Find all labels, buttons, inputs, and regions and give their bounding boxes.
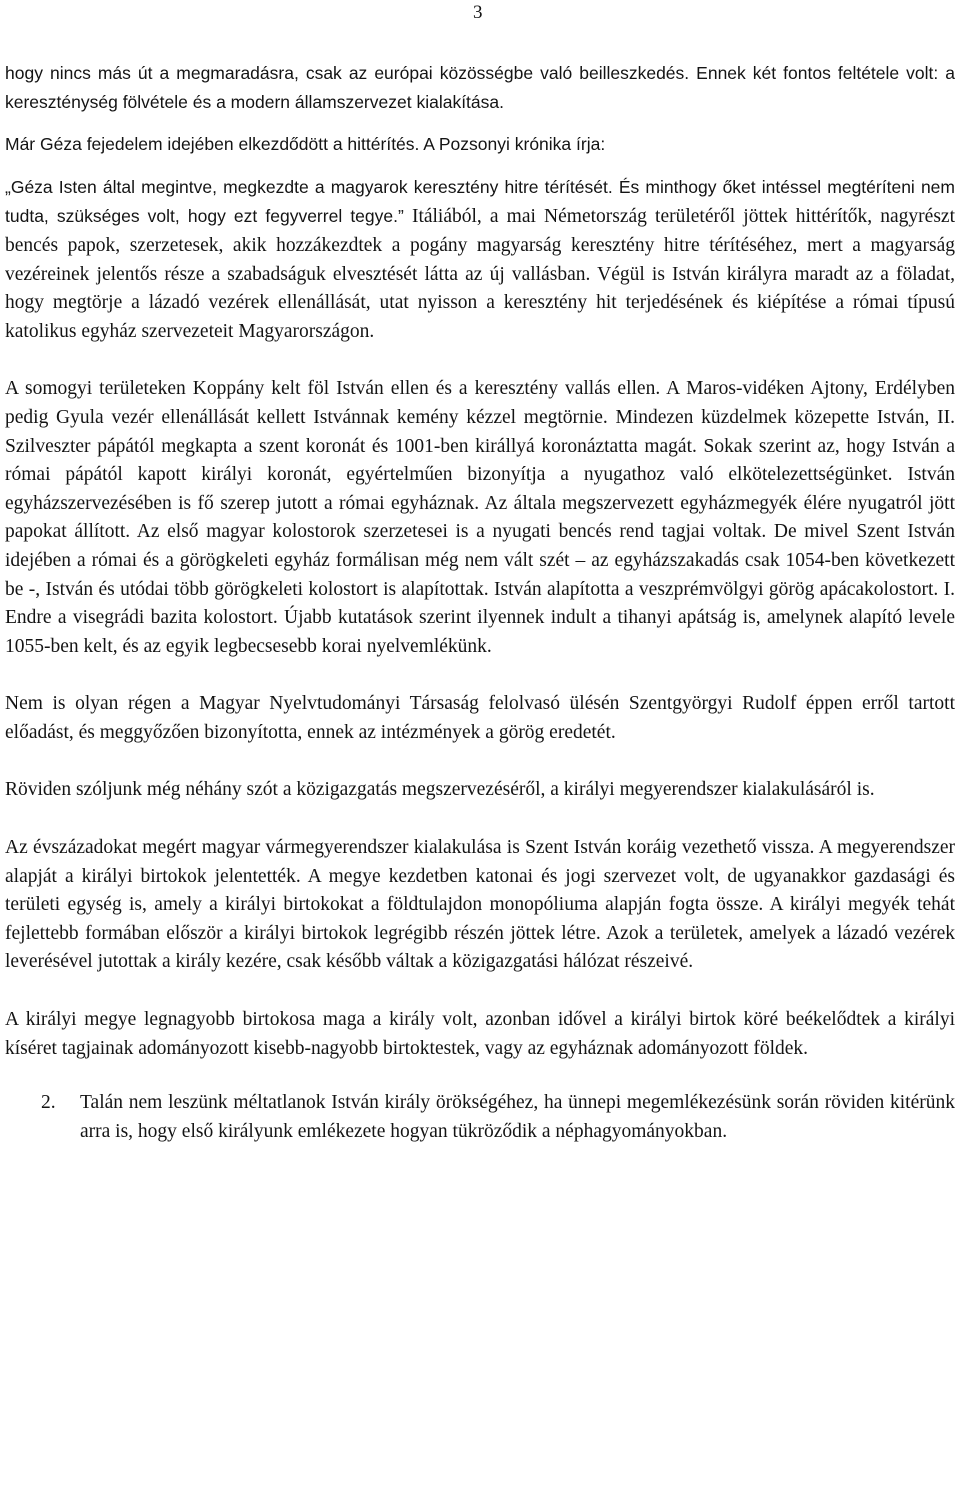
paragraph-linguistic-society: Nem is olyan régen a Magyar Nyelvtudományi Társaság felolvasó ülésén Szentgyörgyi Rudolf éppen erről tartott előadást, és meggyőzően bizonyította, ennek az intézmények a görög eredetét. — [5, 693, 955, 743]
page-number: 3 — [473, 2, 483, 23]
list-item — [5, 1089, 955, 1146]
paragraph-eu-integration: hogy nincs más út a megmaradásra, csak az európai közösségbe való beilleszkedés. Ennek két fontos feltétele volt: a kereszténység fölvétele és a modern államszervezet kialakítása. — [5, 63, 955, 112]
paragraph-administration-intro: Röviden szóljunk még néhány szót a közigazgatás megszervezéséről, a királyi megyerendszer kialakulásáról is. — [5, 779, 875, 801]
paragraph-royal-estates: A királyi megye legnagyobb birtokosa maga a király volt, azonban idővel a királyi birtok köré beékelődtek a királyi kíséret tagjainak adományozott kisebb-nagyobb birtoktestek, vagy az egyháznak adományozott földek. — [5, 1009, 955, 1059]
paragraph-geza-conversion: Már Géza fejedelem idejében elkezdődött a hittérítés. A Pozsonyi krónika írja: — [5, 134, 606, 155]
list-item-text: Talán nem leszünk méltatlanok István király örökségéhez, ha ünnepi megemlékezésünk során röviden kitérünk arra is, hogy első királyunk emlékezete hogyan tükröződik a néphagyományokban. — [80, 1092, 955, 1142]
missionaries-text: Itáliából, a mai Németország területéről jöttek hittérítők, nagyrészt bencés papok, szerzetesek, akik hozzákezdtek a pogány magyarság keresztény hitre térítéséhez, mert a magyarság vezéreinek jelentős része a szabadságuk elvesztését látta az új vallásban. Végül is István királyra maradt az a föladat, hogy megtörje a lázadó vezérek ellenállását, utat nyisson a keresztény hit terjedésének és kiépítése a római típusú katolikus egyház szervezeteit Magyarországon. — [5, 206, 955, 342]
paragraph-county-system: Az évszázadokat megért magyar vármegyerendszer kialakulása is Szent István koráig vezethető vissza. A megyerendszer alapját a királyi birtokok jelentették. A megye kezdetben katonai és jogi szervezet volt, de ugyanakkor gazdasági és területi egység is, amely a királyi birtokokat a földtulajdon monopóliuma alapján fogta össze. A királyi megyék tehát fejlettebb formában először a királyi birtokok legrégibb részén jöttek létre. Azok a területek, amelyek a lázadó vezérek leverésével jutottak a király kezére, csak később váltak a közigazgatási hálózat részeivé. — [5, 837, 955, 973]
chronicle-quote: „Géza Isten által megintve, megkezdte a magyarok keresztény hitre térítését. És minthogy őket intéssel megtéríteni nem tudta, szükséges volt, hogy ezt fegyverrel tegye.” — [5, 176, 955, 227]
list-item-number: 2. — [41, 1092, 56, 1114]
paragraph-koppany-revolt: A somogyi területeken Koppány kelt föl István ellen és a keresztény vallás ellen. A Maros-vidéken Ajtony, Erdélyben pedig Gyula vezér ellenállását kellett Istvánnak kemény kézzel megtörnie. Mindezen küzdelmek közepette István, II. Szilveszter pápától megkapta a szent koronát és 1001-ben királlyá koronáztatta magát. Sokak szerint az, hogy István a római pápától kapott királyi koronát, egyértelműen bizonyítja a nyugathoz való elkötelezettségünket. István egyházszervezésében is fő szerep jutott a római egyháznak. Az általa megszervezett egyházmegyék élére nyugatról jött papokat állított. Az első magyar kolostorok szerzetesei is a nyugati bencés rend tagjai voltak. De mivel Szent István idejében a római és a görögkeleti egyház formálisan még nem vált szét – az egyházszakadás csak 1054-ben következett be -, István és utódai több görögkeleti kolostort is alapítottak. István alapította a veszprémvölgyi görög apácakolostort. I. Endre a visegrádi bazita kolostort. Újabb kutatások szerint ilyennek indult a tihanyi apátság is, amelynek alapító levele 1055-ben kelt, és az egyik legbecsesebb korai nyelvemlékünk. — [5, 378, 955, 657]
paragraph-chronicle-quote — [5, 173, 955, 347]
document-body — [5, 59, 955, 1146]
